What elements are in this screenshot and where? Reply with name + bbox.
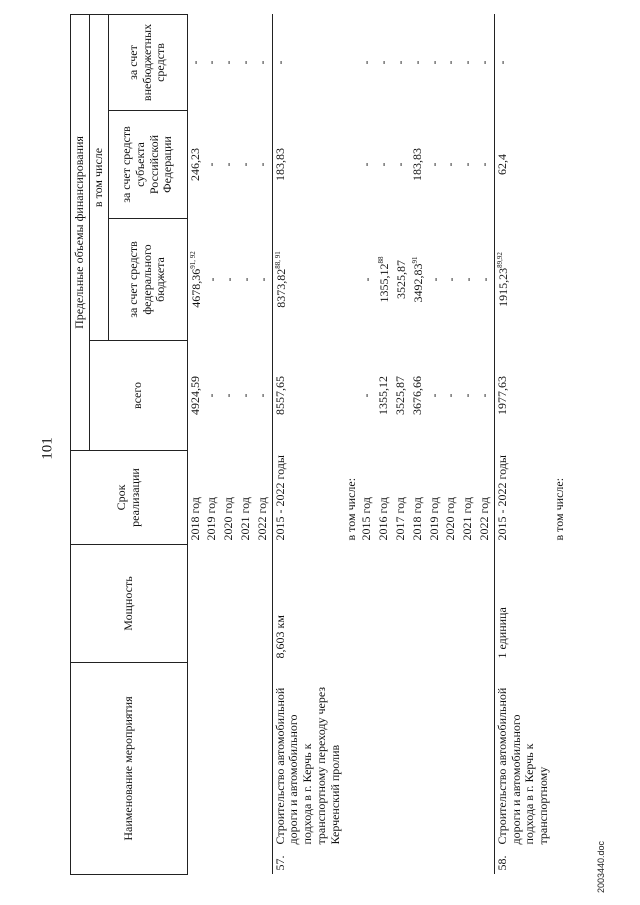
cell-name [272, 663, 343, 875]
cell-federal [460, 219, 477, 341]
table-row [255, 14, 272, 874]
cell-total: 1355,12 [376, 376, 391, 415]
cell-regional: - [254, 162, 269, 167]
cell-total: 3525,87 [392, 376, 407, 415]
federal-value: - [360, 277, 375, 282]
federal-value: 3492,83 [410, 263, 425, 303]
cell-extrabudget: - [204, 60, 219, 65]
table-row [552, 14, 568, 874]
table-row [410, 14, 427, 874]
cell-name [187, 663, 204, 875]
cell-name [376, 663, 393, 875]
cell-capacity [552, 545, 568, 663]
row-number: 57. [272, 855, 287, 871]
cell-name [443, 663, 460, 875]
cell-extrabudget: - [359, 60, 374, 65]
header-total: всего [89, 341, 187, 451]
cell-capacity [204, 545, 221, 663]
cell-total [552, 341, 568, 451]
cell-total [344, 341, 360, 451]
federal-footnote: 88 [377, 256, 386, 264]
cell-extrabudget [552, 14, 568, 110]
cell-federal [376, 219, 393, 341]
federal-footnote: 88, 91 [273, 251, 282, 269]
cell-capacity: 1 единица [494, 545, 552, 663]
cell-federal [204, 219, 221, 341]
table-row [494, 14, 552, 874]
cell-extrabudget [344, 14, 360, 110]
cell-period: 2019 год [426, 497, 441, 541]
cell-total: - [237, 393, 252, 398]
cell-regional: - [426, 162, 441, 167]
cell-extrabudget: - [460, 60, 475, 65]
cell-name [393, 663, 410, 875]
cell-regional: - [221, 162, 236, 167]
table-row [427, 14, 444, 874]
cell-regional: - [376, 162, 391, 167]
cell-period: 2018 год [187, 497, 202, 541]
cell-federal [443, 219, 460, 341]
header-name: Наименование мероприятия [71, 663, 188, 875]
cell-total: 1977,63 [494, 341, 552, 451]
cell-period: 2018 год [409, 497, 424, 541]
cell-name [477, 663, 494, 875]
header-federal: за счет средств федерального бюджета [108, 219, 187, 341]
cell-capacity [344, 545, 360, 663]
cell-total: 3676,66 [409, 376, 424, 415]
cell-total: - [426, 393, 441, 398]
row-name: Строительство автомобильной дороги и автомобильного подхода в г. Керчь к транспортному переходу через Керченский пролив [272, 686, 342, 845]
cell-federal [393, 219, 410, 341]
cell-total: - [359, 393, 374, 398]
federal-footnote: 89,92 [495, 252, 504, 268]
cell-regional: - [204, 162, 219, 167]
cell-total: - [443, 393, 458, 398]
cell-capacity [443, 545, 460, 663]
table-row [204, 14, 221, 874]
cell-name [204, 663, 221, 875]
cell-capacity [221, 545, 238, 663]
cell-period: 2017 год [392, 497, 407, 541]
cell-period: 2019 год [204, 497, 219, 541]
federal-value: - [222, 277, 237, 282]
cell-regional [552, 111, 568, 219]
cell-federal [272, 219, 343, 341]
cell-name [359, 663, 376, 875]
cell-period: 2022 год [476, 497, 491, 541]
cell-regional: - [476, 162, 491, 167]
header-period: Срок реализации [71, 451, 188, 545]
cell-capacity [255, 545, 272, 663]
cell-extrabudget: - [392, 60, 407, 65]
cell-federal [221, 219, 238, 341]
table-row [376, 14, 393, 874]
cell-name [221, 663, 238, 875]
row-number: 58. [494, 855, 509, 871]
cell-name [460, 663, 477, 875]
cell-federal [427, 219, 444, 341]
cell-period: 2015 - 2022 годы [494, 451, 552, 545]
table-row [272, 14, 343, 874]
cell-federal [344, 219, 360, 341]
cell-period: 2020 год [221, 497, 236, 541]
cell-regional: 246,23 [187, 148, 202, 181]
cell-period: 2022 год [254, 497, 269, 541]
cell-capacity [410, 545, 427, 663]
header-capacity: Мощность [71, 545, 188, 663]
cell-regional: - [460, 162, 475, 167]
cell-extrabudget: - [426, 60, 441, 65]
header-incl: в том числе [89, 14, 108, 340]
cell-capacity [376, 545, 393, 663]
federal-value: - [427, 277, 442, 282]
federal-value: 4678,36 [188, 268, 203, 308]
cell-period: 2021 год [237, 497, 252, 541]
cell-regional: - [392, 162, 407, 167]
cell-federal [359, 219, 376, 341]
cell-capacity: 8,603 км [272, 545, 343, 663]
funding-table [70, 14, 568, 875]
federal-value: - [477, 277, 492, 282]
federal-value: - [444, 277, 459, 282]
cell-extrabudget: - [494, 14, 552, 110]
cell-period: 2021 год [460, 497, 475, 541]
cell-regional: 183,83 [409, 148, 424, 181]
table-row [359, 14, 376, 874]
cell-total: - [254, 393, 269, 398]
cell-name [255, 663, 272, 875]
cell-capacity [460, 545, 477, 663]
cell-capacity [359, 545, 376, 663]
cell-total: - [221, 393, 236, 398]
cell-regional: - [359, 162, 374, 167]
table-body [187, 14, 568, 874]
federal-value: 3525,87 [393, 260, 408, 299]
cell-extrabudget: - [254, 60, 269, 65]
header-regional: за счет средств субъекта Российской Федерации [108, 111, 187, 219]
table-row [344, 14, 360, 874]
cell-capacity [427, 545, 444, 663]
cell-name [494, 663, 552, 875]
cell-period: в том числе: [551, 477, 566, 541]
table-row [460, 14, 477, 874]
cell-period: 2016 год [376, 497, 391, 541]
cell-extrabudget: - [237, 60, 252, 65]
cell-capacity [238, 545, 255, 663]
footer-filename: 2003440.doc [596, 840, 606, 893]
table-row [221, 14, 238, 874]
cell-federal [255, 219, 272, 341]
cell-extrabudget: - [272, 14, 343, 110]
cell-federal [238, 219, 255, 341]
cell-capacity [477, 545, 494, 663]
federal-footnote: 91 [410, 256, 419, 264]
cell-extrabudget: - [476, 60, 491, 65]
cell-period: в том числе: [343, 477, 358, 541]
cell-period: 2015 - 2022 годы [272, 451, 343, 545]
cell-period: 2020 год [443, 497, 458, 541]
rotated-table-container [70, 15, 590, 875]
federal-value: 1915,23 [495, 267, 510, 307]
cell-extrabudget: - [409, 60, 424, 65]
cell-extrabudget: - [443, 60, 458, 65]
cell-federal [187, 219, 204, 341]
cell-name [344, 663, 360, 875]
row-name: Строительство автомобильной дороги и автомобильного подхода в г. Керчь к транспортному [494, 687, 551, 845]
federal-value: 1355,12 [377, 263, 392, 303]
table-row [393, 14, 410, 874]
page-number: 101 [39, 437, 56, 460]
cell-total: - [476, 393, 491, 398]
cell-total: 8557,65 [272, 341, 343, 451]
federal-value: 8373,82 [273, 268, 288, 308]
cell-regional [344, 111, 360, 219]
cell-federal [477, 219, 494, 341]
federal-value: - [205, 277, 220, 282]
table-row [187, 14, 204, 874]
header-funding-limit: Предельные объемы финансирования [71, 14, 90, 450]
table-row [238, 14, 255, 874]
cell-extrabudget: - [221, 60, 236, 65]
federal-value: - [255, 277, 270, 282]
cell-name [410, 663, 427, 875]
header-extrabudget: за счет внебюджетных средств [108, 14, 187, 110]
cell-name [552, 663, 568, 875]
cell-regional: 183,83 [272, 111, 343, 219]
cell-regional: 62,4 [494, 111, 552, 219]
cell-name [427, 663, 444, 875]
cell-federal [552, 219, 568, 341]
cell-federal [494, 219, 552, 341]
cell-total: - [204, 393, 219, 398]
cell-regional: - [237, 162, 252, 167]
cell-federal [410, 219, 427, 341]
cell-period: 2015 год [359, 497, 374, 541]
table-row [443, 14, 460, 874]
cell-extrabudget: - [376, 60, 391, 65]
federal-footnote: 91, 92 [188, 251, 197, 269]
cell-name [238, 663, 255, 875]
federal-value: - [238, 277, 253, 282]
table-row [477, 14, 494, 874]
cell-regional: - [443, 162, 458, 167]
cell-extrabudget: - [187, 60, 202, 65]
cell-capacity [187, 545, 204, 663]
federal-value: - [461, 277, 476, 282]
cell-total: 4924,59 [187, 376, 202, 415]
cell-capacity [393, 545, 410, 663]
cell-total: - [460, 393, 475, 398]
